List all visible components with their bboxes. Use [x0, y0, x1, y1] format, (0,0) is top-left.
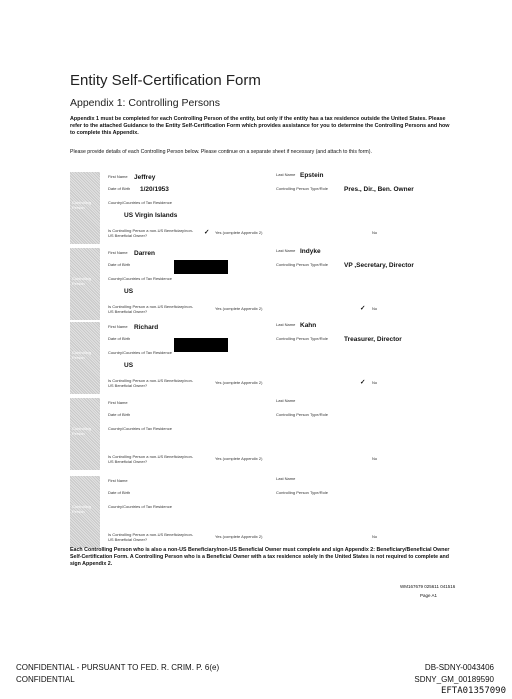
last-name-label: Last Name	[276, 248, 296, 253]
sidebar-label: Controlling Person	[72, 350, 92, 360]
person-sidebar	[70, 398, 100, 470]
person-sidebar	[70, 476, 100, 548]
sidebar-label: Controlling Person	[72, 504, 92, 514]
controlling-person-block	[70, 248, 450, 320]
first-name-value: Richard	[134, 324, 159, 331]
person-sidebar	[70, 248, 100, 320]
footer-confidential-line1: CONFIDENTIAL - PURSUANT TO FED. R. CRIM. P. 6(e)	[16, 663, 220, 672]
type-role-label: Controlling Person Type/Role	[276, 262, 328, 267]
country-label: Country/Countries of Tax Residence	[108, 426, 172, 431]
country-label: Country/Countries of Tax Residence	[108, 200, 172, 205]
footer-bates-1: DB-SDNY-0043406	[424, 663, 494, 672]
first-name-label: First Name	[108, 400, 128, 405]
yes-option-label: Yes (complete Appendix 2)	[215, 534, 263, 539]
country-label: Country/Countries of Tax Residence	[108, 276, 172, 281]
country-label: Country/Countries of Tax Residence	[108, 350, 172, 355]
dob-label: Date of Birth	[108, 262, 131, 267]
no-option-label: No	[372, 534, 378, 539]
dob-label: Date of Birth	[108, 412, 131, 417]
type-role-label: Controlling Person Type/Role	[276, 336, 328, 341]
first-name-label: First Name	[108, 250, 128, 255]
last-name-label: Last Name	[276, 172, 296, 177]
country-label: Country/Countries of Tax Residence	[108, 504, 172, 509]
appendix-title: Appendix 1: Controlling Persons	[70, 97, 221, 109]
form-title: Entity Self-Certification Form	[70, 72, 261, 89]
last-name-label: Last Name	[276, 322, 296, 327]
sidebar-label: Controlling Person	[72, 276, 92, 286]
dob-label: Date of Birth	[108, 490, 131, 495]
person-sidebar	[70, 322, 100, 394]
no-option-label: No	[372, 230, 378, 235]
no-option-label: No	[372, 456, 378, 461]
yes-option-label: Yes (complete Appendix 2)	[215, 306, 263, 311]
yes-option-label: Yes (complete Appendix 2)	[215, 230, 263, 235]
last-name-value: Epstein	[300, 172, 324, 179]
beneficiary-question: Is Controlling Person a non-US Beneficiary/non-US Beneficial Owner?	[108, 454, 194, 464]
no-checkmark: ✓	[360, 379, 366, 386]
country-value: US Virgin Islands	[124, 212, 178, 219]
controlling-person-block	[70, 476, 450, 548]
last-name-value: Kahn	[300, 322, 317, 329]
sidebar-label: Controlling Person	[72, 200, 92, 210]
controlling-person-block	[70, 322, 450, 394]
beneficiary-question: Is Controlling Person a non-US Beneficiary/non-US Beneficial Owner?	[108, 532, 194, 542]
beneficiary-question: Is Controlling Person a non-US Beneficiary/non-US Beneficial Owner?	[108, 304, 194, 314]
no-option-label: No	[372, 306, 378, 311]
footer-efta-number: EFTA01357090	[440, 686, 506, 696]
yes-checkmark: ✓	[204, 229, 210, 236]
controlling-person-block	[70, 398, 450, 470]
last-name-value: Indyke	[300, 248, 321, 255]
type-role-value: VP ,Secretary, Director	[344, 262, 414, 269]
type-role-label: Controlling Person Type/Role	[276, 490, 328, 495]
type-role-value: Pres., Dir., Ben. Owner	[344, 186, 414, 193]
intro-paragraph: Appendix 1 must be completed for each Controlling Person of the entity, but only if the entity has a tax residence outside the United States. Please refer to the attached Guidance to the Entity Self-Certification Form which provides assistance for you to determine the Controlling Persons and how to complete this Appendix.	[70, 116, 450, 136]
country-value: US	[124, 362, 134, 369]
last-name-label: Last Name	[276, 476, 296, 481]
first-name-value: Darren	[134, 250, 155, 257]
document-reference: WM167679 025611 041516	[400, 584, 456, 589]
first-name-label: First Name	[108, 478, 128, 483]
type-role-label: Controlling Person Type/Role	[276, 412, 328, 417]
redaction-box	[174, 260, 228, 274]
footer-bates-2: SDNY_GM_00189590	[414, 675, 494, 684]
redaction-box	[174, 338, 228, 352]
last-name-label: Last Name	[276, 398, 296, 403]
dob-label: Date of Birth	[108, 186, 131, 191]
first-name-label: First Name	[108, 324, 128, 329]
beneficiary-question: Is Controlling Person a non-US Beneficiary/non-US Beneficial Owner?	[108, 228, 194, 238]
instructions-paragraph: Please provide details of each Controlling Person below. Please continue on a separate sheet if necessary (and attach to this form).	[70, 149, 372, 155]
person-sidebar	[70, 172, 100, 244]
bottom-note: Each Controlling Person who is also a non-US Beneficiary/non-US Beneficial Owner must complete and sign Appendix 2: Beneficiary/Beneficial Owner Self-Certification Form. A Controlling Person who is a Beneficial Owner with a tax residence solely in the United States is not required to complete and sign Appendix 2.	[70, 547, 450, 567]
beneficiary-question: Is Controlling Person a non-US Beneficiary/non-US Beneficial Owner?	[108, 378, 194, 388]
type-role-value: Treasurer, Director	[344, 336, 402, 343]
yes-option-label: Yes (complete Appendix 2)	[215, 380, 263, 385]
dob-value: 1/20/1953	[140, 186, 169, 193]
sidebar-label: Controlling Person	[72, 426, 92, 436]
country-value: US	[124, 288, 134, 295]
first-name-label: First Name	[108, 174, 128, 179]
yes-option-label: Yes (complete Appendix 2)	[215, 456, 263, 461]
type-role-label: Controlling Person Type/Role	[276, 186, 328, 191]
no-option-label: No	[372, 380, 378, 385]
footer-confidential-line2: CONFIDENTIAL	[16, 675, 75, 684]
first-name-value: Jeffrey	[134, 174, 156, 181]
controlling-person-block	[70, 172, 450, 244]
page-reference: Page A1	[420, 593, 438, 598]
no-checkmark: ✓	[360, 305, 366, 312]
dob-label: Date of Birth	[108, 336, 131, 341]
